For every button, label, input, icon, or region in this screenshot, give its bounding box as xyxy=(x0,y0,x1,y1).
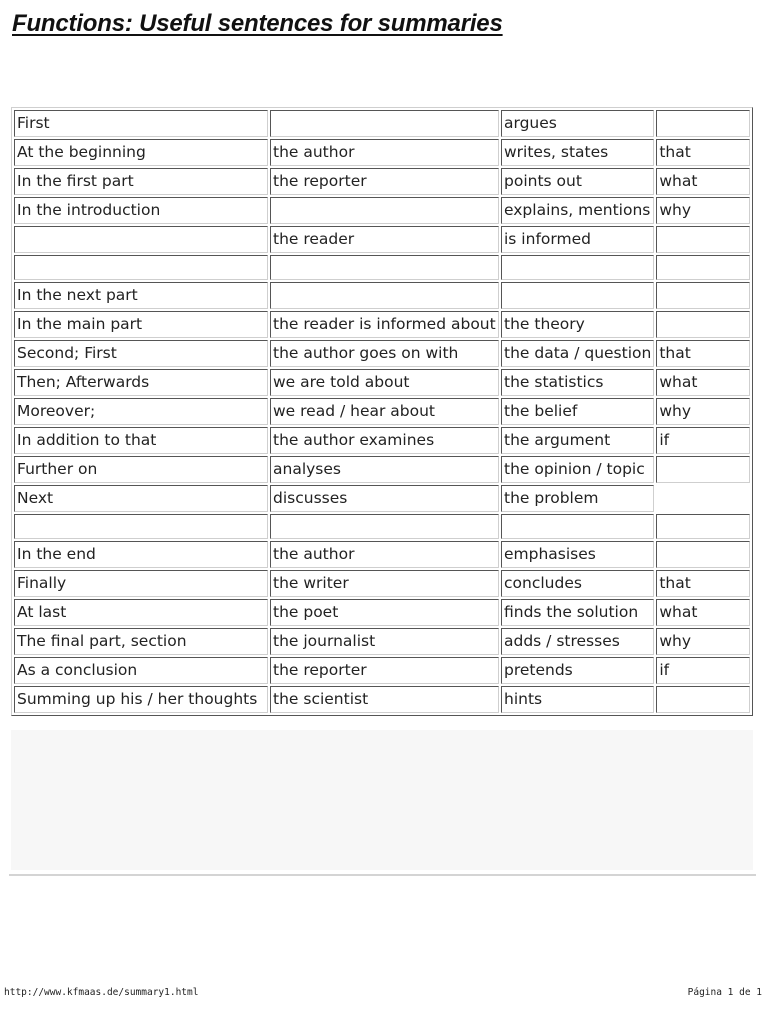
table-cell xyxy=(501,255,654,280)
table-cell xyxy=(656,456,750,483)
table-cell xyxy=(14,514,268,539)
table-cell: the poet xyxy=(270,599,499,626)
table-cell: we read / hear about xyxy=(270,398,499,425)
table-cell: if xyxy=(656,657,750,684)
table-row xyxy=(14,541,750,568)
table-cell: we are told about xyxy=(270,369,499,396)
table-cell: what xyxy=(656,168,750,195)
table-cell: the author xyxy=(270,139,499,166)
table-row xyxy=(14,628,750,655)
table-cell: the writer xyxy=(270,570,499,597)
table-cell: why xyxy=(656,398,750,425)
table-cell: that xyxy=(656,340,750,367)
table-cell: the opinion / topic xyxy=(501,456,654,483)
table-cell: the belief xyxy=(501,398,654,425)
table-cell: explains, mentions xyxy=(501,197,654,224)
table-cell: the data / question xyxy=(501,340,654,367)
table-cell: that xyxy=(656,570,750,597)
table-cell: The final part, section xyxy=(14,628,268,655)
table-cell xyxy=(656,255,750,280)
table-cell: At the beginning xyxy=(14,139,268,166)
table-cell xyxy=(501,282,654,309)
table-cell xyxy=(14,255,268,280)
phrases-table-frame xyxy=(11,107,753,716)
table-cell xyxy=(656,226,750,253)
table-cell: discusses xyxy=(270,485,499,512)
table-cell: First xyxy=(14,110,268,137)
table-cell xyxy=(656,110,750,137)
table-cell: As a conclusion xyxy=(14,657,268,684)
table-cell: Next xyxy=(14,485,268,512)
table-cell: hints xyxy=(501,686,654,713)
footer-page-number: Página 1 de 1 xyxy=(687,987,762,998)
table-row xyxy=(14,485,750,512)
table-cell: In the first part xyxy=(14,168,268,195)
table-cell: finds the solution xyxy=(501,599,654,626)
table-cell xyxy=(270,255,499,280)
table-cell: if xyxy=(656,427,750,454)
table-cell: Moreover; xyxy=(14,398,268,425)
table-cell: the reader xyxy=(270,226,499,253)
table-row xyxy=(14,369,750,396)
table-cell: analyses xyxy=(270,456,499,483)
table-cell: the author xyxy=(270,541,499,568)
table-cell: concludes xyxy=(501,570,654,597)
table-cell: Then; Afterwards xyxy=(14,369,268,396)
table-cell: Summing up his / her thoughts xyxy=(14,686,268,713)
table-row xyxy=(14,311,750,338)
table-row xyxy=(14,686,750,713)
table-cell: the problem xyxy=(501,485,654,512)
table-cell: the argument xyxy=(501,427,654,454)
table-row xyxy=(14,657,750,684)
table-cell xyxy=(501,514,654,539)
table-cell xyxy=(656,282,750,309)
table-cell: In the main part xyxy=(14,311,268,338)
table-cell xyxy=(270,197,499,224)
table-cell: what xyxy=(656,369,750,396)
table-cell xyxy=(656,514,750,539)
table-cell xyxy=(656,686,750,713)
table-cell xyxy=(14,226,268,253)
blank-panel xyxy=(11,730,753,870)
table-cell: adds / stresses xyxy=(501,628,654,655)
table-cell: the statistics xyxy=(501,369,654,396)
horizontal-rule xyxy=(9,874,756,876)
table-cell xyxy=(270,282,499,309)
table-row xyxy=(14,282,750,309)
table-cell xyxy=(656,541,750,568)
table-cell: is informed xyxy=(501,226,654,253)
table-cell: points out xyxy=(501,168,654,195)
table-row xyxy=(14,599,750,626)
table-row xyxy=(14,570,750,597)
table-cell: the theory xyxy=(501,311,654,338)
table-cell xyxy=(270,110,499,137)
table-cell: the scientist xyxy=(270,686,499,713)
table-cell: At last xyxy=(14,599,268,626)
table-cell: pretends xyxy=(501,657,654,684)
table-row xyxy=(14,398,750,425)
table-cell: In the introduction xyxy=(14,197,268,224)
table-cell xyxy=(270,514,499,539)
table-cell: the author goes on with xyxy=(270,340,499,367)
table-cell: why xyxy=(656,628,750,655)
table-row xyxy=(14,139,750,166)
table-cell: Second; First xyxy=(14,340,268,367)
phrases-table-body xyxy=(14,110,750,713)
table-cell: In the next part xyxy=(14,282,268,309)
table-row xyxy=(14,255,750,280)
table-cell: the reporter xyxy=(270,168,499,195)
table-cell: the author examines xyxy=(270,427,499,454)
table-cell: argues xyxy=(501,110,654,137)
table-cell: In the end xyxy=(14,541,268,568)
table-row xyxy=(14,514,750,539)
footer-url: http://www.kfmaas.de/summary1.html xyxy=(4,987,199,998)
page-title: Functions: Useful sentences for summaries xyxy=(12,10,503,37)
table-cell: Finally xyxy=(14,570,268,597)
table-cell xyxy=(656,311,750,338)
table-row xyxy=(14,168,750,195)
table-cell: Further on xyxy=(14,456,268,483)
table-cell: the journalist xyxy=(270,628,499,655)
table-row xyxy=(14,427,750,454)
table-row xyxy=(14,226,750,253)
table-cell: emphasises xyxy=(501,541,654,568)
table-cell: the reader is informed about xyxy=(270,311,499,338)
table-row xyxy=(14,456,750,483)
table-row xyxy=(14,340,750,367)
table-cell: In addition to that xyxy=(14,427,268,454)
table-cell: the reporter xyxy=(270,657,499,684)
table-cell: that xyxy=(656,139,750,166)
phrases-table xyxy=(12,108,752,715)
table-cell: what xyxy=(656,599,750,626)
table-cell xyxy=(656,485,750,512)
table-row xyxy=(14,197,750,224)
table-row xyxy=(14,110,750,137)
table-cell: writes, states xyxy=(501,139,654,166)
table-cell: why xyxy=(656,197,750,224)
